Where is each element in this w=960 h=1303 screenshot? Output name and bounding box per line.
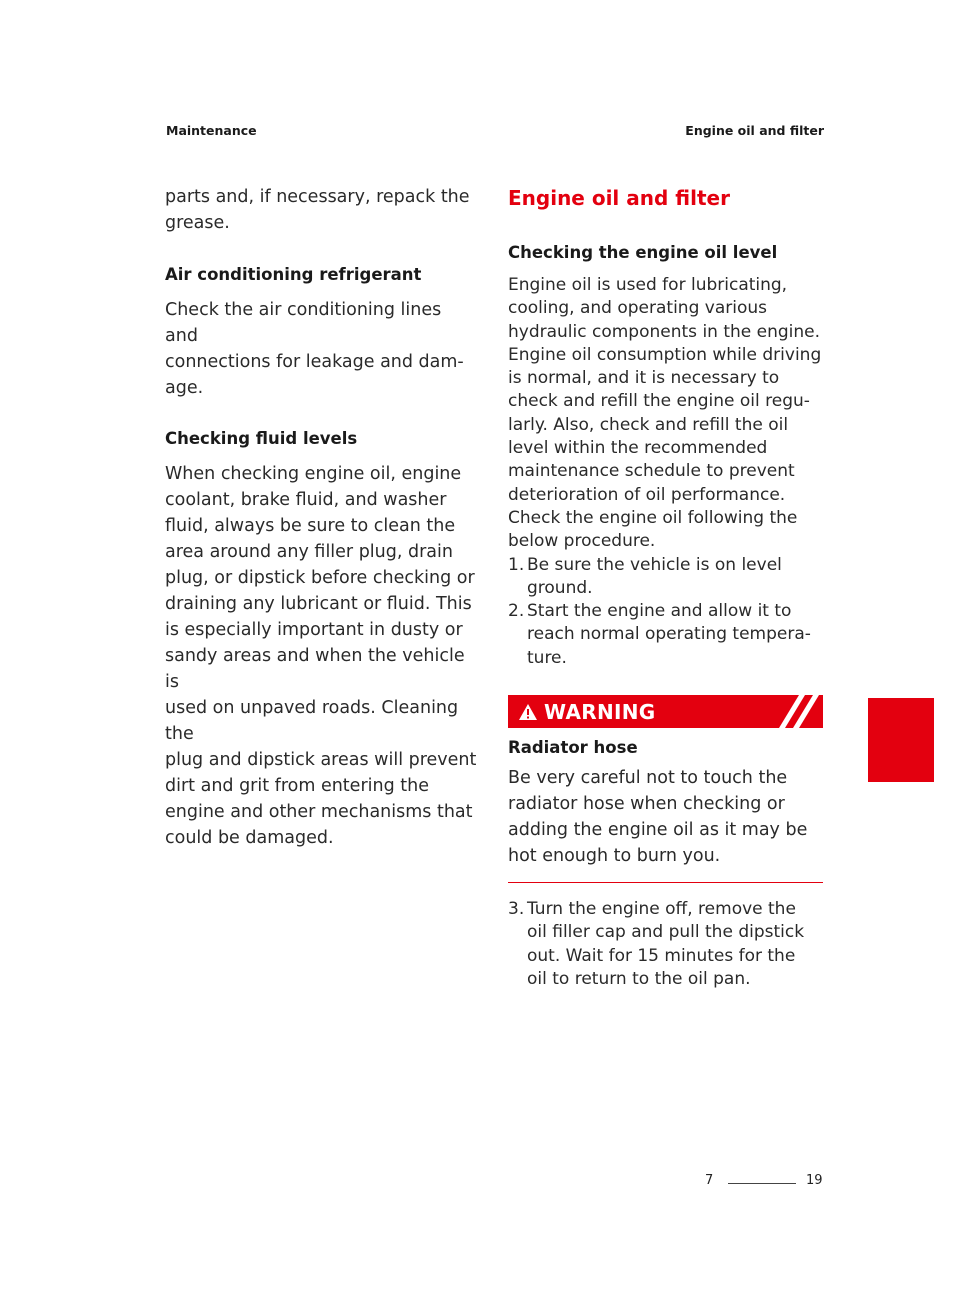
text-line: engine and other mechanisms that: [165, 802, 473, 822]
step-text: [527, 554, 782, 601]
warning-triangle-icon: [518, 702, 538, 722]
step-number: 3.: [508, 899, 525, 920]
header-section-title: Maintenance: [166, 123, 257, 138]
warning-stripes-icon: [773, 695, 823, 728]
section-heading-fluids: Checking fluid levels: [165, 429, 358, 448]
step-text: [527, 898, 804, 991]
list-item: [508, 898, 826, 991]
text-line: larly. Also, check and refill the oil: [508, 414, 789, 435]
footer-page-number: 19: [806, 1173, 823, 1188]
text-line: Check the air conditioning lines and: [165, 300, 442, 346]
text-line: connections for leakage and dam-: [165, 352, 464, 372]
subheading-oil-level: Checking the engine oil level: [508, 243, 778, 262]
text-line: age.: [165, 378, 204, 398]
text-line: out. Wait for 15 minutes for the: [527, 945, 796, 966]
text-line: below procedure.: [508, 531, 656, 552]
text-line: maintenance schedule to prevent: [508, 461, 795, 482]
text-line: Turn the engine off, remove the: [527, 899, 796, 920]
step-number: 2.: [508, 601, 525, 622]
text-line: check and refill the engine oil regu-: [508, 391, 810, 412]
list-item: [508, 554, 826, 601]
ac-paragraph: [165, 297, 477, 401]
text-line: When checking engine oil, engine: [165, 464, 462, 484]
text-line: is normal, and it is necessary to: [508, 368, 780, 389]
footer-divider: [728, 1183, 796, 1184]
procedure-steps: [508, 554, 826, 670]
fluids-paragraph: [165, 461, 477, 851]
text-line: radiator hose when checking or: [508, 794, 785, 815]
list-item: [508, 600, 826, 670]
text-line: Be very careful not to touch the: [508, 768, 788, 789]
text-line: oil to return to the oil pan.: [527, 968, 751, 989]
text-line: deterioration of oil performance.: [508, 484, 786, 505]
text-line: Start the engine and allow it to: [527, 601, 792, 622]
text-line: Check the engine oil following the: [508, 507, 798, 528]
text-line: plug and dipstick areas will prevent: [165, 750, 477, 770]
warning-heading: Radiator hose: [508, 738, 638, 758]
text-line: Engine oil is used for lubricating,: [508, 275, 788, 295]
text-line: is especially important in dusty or: [165, 620, 463, 640]
text-line: hydraulic components in the engine.: [508, 321, 821, 342]
intro-paragraph: [165, 184, 477, 236]
warning-banner: [508, 695, 823, 728]
step-number: 1.: [508, 554, 525, 575]
text-line: area around any filler plug, drain: [165, 542, 453, 562]
procedure-steps-continued: [508, 898, 826, 991]
footer-chapter-number: 7: [705, 1173, 714, 1188]
text-line: fluid, always be sure to clean the: [165, 516, 456, 536]
text-line: parts and, if necessary, repack the: [165, 187, 470, 207]
section-title: Engine oil and filter: [508, 186, 730, 210]
text-line: ground.: [527, 577, 593, 598]
right-column: [508, 184, 826, 991]
text-line: hot enough to burn you.: [508, 846, 721, 867]
oil-level-paragraph: [508, 274, 826, 554]
text-line: draining any lubricant or fluid. This: [165, 594, 472, 614]
warning-paragraph: [508, 765, 826, 869]
text-line: cooling, and operating various: [508, 298, 767, 319]
text-line: grease.: [165, 213, 230, 233]
text-line: Be sure the vehicle is on level: [527, 554, 782, 575]
text-line: sandy areas and when the vehicle is: [165, 646, 465, 692]
text-line: could be damaged.: [165, 828, 334, 848]
text-line: level within the recommended: [508, 438, 768, 459]
chapter-tab-number: 7: [875, 762, 887, 782]
text-line: reach normal operating tempera-: [527, 624, 811, 645]
left-column: [165, 184, 477, 851]
text-line: ture.: [527, 647, 567, 668]
text-line: oil filler cap and pull the dipstick: [527, 922, 805, 943]
text-line: Engine oil consumption while driving: [508, 344, 822, 365]
header-topic-title: Engine oil and filter: [685, 123, 824, 138]
text-line: plug, or dipstick before checking or: [165, 568, 475, 588]
section-heading-ac: Air conditioning refrigerant: [165, 265, 422, 284]
text-line: coolant, brake fluid, and washer: [165, 490, 447, 510]
text-line: dirt and grit from entering the: [165, 776, 429, 796]
warning-label: WARNING: [544, 699, 656, 724]
step-text: [527, 600, 811, 670]
text-line: used on unpaved roads. Cleaning the: [165, 698, 459, 744]
text-line: adding the engine oil as it may be: [508, 820, 808, 841]
